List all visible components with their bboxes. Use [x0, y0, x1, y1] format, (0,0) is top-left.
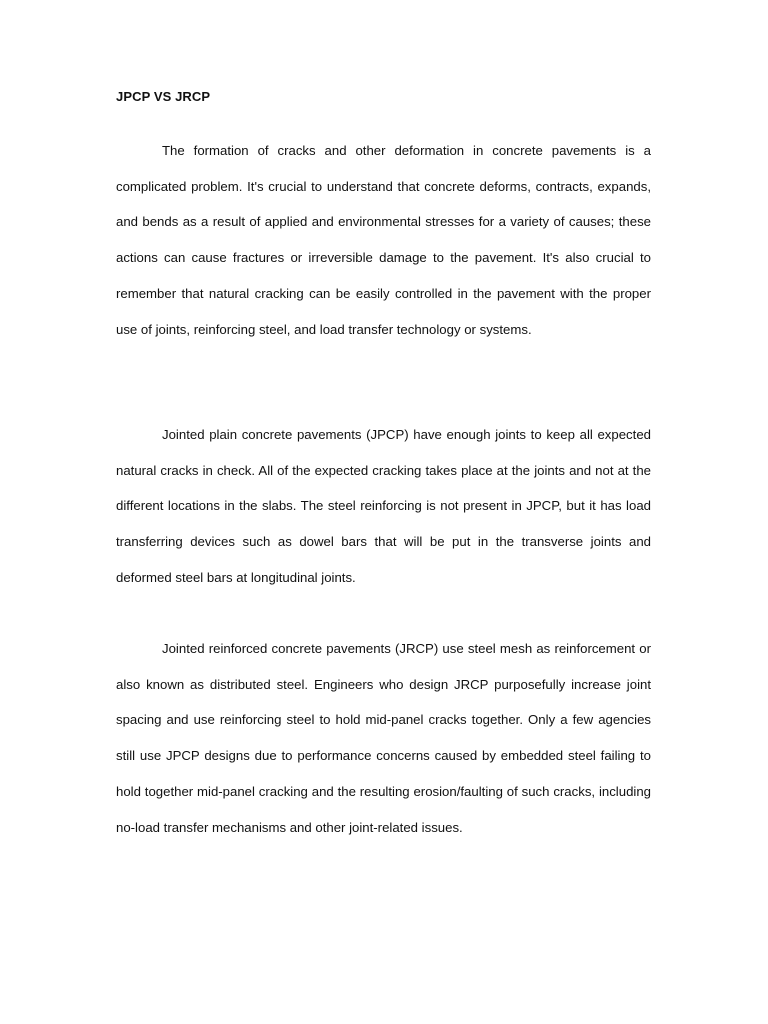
paragraph-jpcp: Jointed plain concrete pavements (JPCP) have enough joints to keep all expected natural cracks in check. All of the expected cracking takes place at the joints and not at the different locations in the slabs. The steel reinforcing is not present in JPCP, but it has load transferring devices such as dowel bars that will be put in the transverse joints and deformed steel bars at longitudinal joints. — [116, 427, 651, 585]
document-title: JPCP VS JRCP — [116, 89, 211, 104]
paragraph-crack-formation: The formation of cracks and other deformation in concrete pavements is a complicated problem. It's crucial to understand that concrete deforms, contracts, expands, and bends as a result of applied and environmental stresses for a variety of causes; these actions can cause fractures or irreversible damage to the pavement. It's also crucial to remember that natural cracking can be easily controlled in the pavement with the proper use of joints, reinforcing steel, and load transfer technology or systems. — [116, 143, 651, 337]
paragraph-jrcp: Jointed reinforced concrete pavements (JRCP) use steel mesh as reinforcement or also known as distributed steel. Engineers who design JRCP purposefully increase joint spacing and use reinforcing steel to hold mid-panel cracks together. Only a few agencies still use JPCP designs due to performance concerns caused by embedded steel failing to hold together mid-panel cracking and the resulting erosion/faulting of such cracks, including no-load transfer mechanisms and other joint-related issues. — [116, 641, 651, 835]
